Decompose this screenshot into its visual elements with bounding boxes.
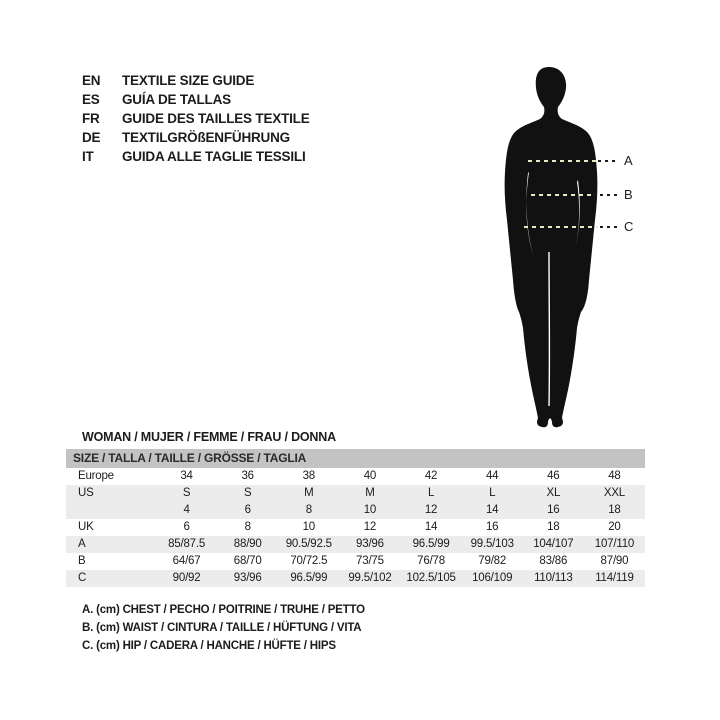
language-code: EN — [82, 73, 101, 88]
row-label — [66, 502, 156, 519]
table-cell: 90.5/92.5 — [285, 538, 332, 550]
row-label: UK — [78, 521, 94, 533]
table-cell: 42 — [424, 470, 438, 482]
table-cell: 68/70 — [233, 555, 262, 567]
table-row-chest — [66, 536, 645, 553]
table-cell: 64/67 — [172, 555, 201, 567]
table-cell: 6 — [244, 504, 251, 516]
waist-line-leader — [593, 194, 618, 196]
table-cell: 46 — [547, 470, 560, 482]
table-cell: 96.5/99 — [412, 538, 450, 550]
table-row-waist — [66, 553, 645, 570]
table-cell: 4 — [183, 504, 190, 516]
table-cell: 106/109 — [472, 572, 513, 584]
table-cell: 87/90 — [600, 555, 629, 567]
legend-hip: C. (cm) HIP / CADERA / HANCHE / HÜFTE / HIPS — [82, 640, 336, 652]
hip-line-on-body — [524, 226, 598, 228]
table-cell: 40 — [363, 470, 377, 482]
language-code: ES — [82, 92, 100, 107]
table-row-us-numeric — [66, 502, 645, 519]
table-cell: 8 — [244, 521, 251, 533]
table-cell: 114/119 — [595, 572, 634, 584]
table-cell: 12 — [363, 521, 377, 533]
table-cell: 38 — [302, 470, 316, 482]
table-cell: 88/90 — [233, 538, 262, 550]
list-item — [82, 109, 310, 128]
hip-line-leader — [600, 226, 618, 228]
table-cell: 99.5/103 — [470, 538, 514, 550]
table-cell: 93/96 — [356, 538, 384, 550]
table-cell: 70/72.5 — [290, 555, 328, 567]
language-title: TEXTILGRÖßENFÜHRUNG — [122, 130, 290, 145]
marker-c: C — [624, 219, 634, 234]
table-cell: 76/78 — [417, 555, 445, 567]
table-cell: 8 — [305, 504, 312, 516]
table-row-europe — [66, 468, 645, 485]
table-row-us-letter — [66, 485, 645, 502]
table-cell: 104/107 — [533, 538, 574, 550]
table-cell: 12 — [424, 504, 438, 516]
table-cell: 20 — [608, 521, 621, 533]
table-cell: 79/82 — [478, 555, 507, 567]
list-item — [82, 90, 310, 109]
marker-b: B — [624, 187, 633, 202]
table-cell: 16 — [547, 504, 560, 516]
table-cell: XL — [546, 487, 561, 499]
table-cell: 93/96 — [233, 572, 262, 584]
table-cell: 110/113 — [534, 572, 573, 584]
row-label: B — [78, 555, 86, 567]
table-cell: 96.5/99 — [290, 572, 328, 584]
table-cell: 6 — [183, 521, 190, 533]
row-label: Europe — [78, 470, 114, 482]
language-title: GUIDE DES TAILLES TEXTILE — [122, 111, 310, 126]
table-cell: 83/86 — [539, 555, 568, 567]
size-table-header: SIZE / TALLA / TAILLE / GRÖSSE / TAGLIA — [66, 449, 645, 468]
woman-silhouette — [492, 60, 622, 430]
table-cell: 102.5/105 — [406, 572, 456, 584]
language-title: GUIDA ALLE TAGLIE TESSILI — [122, 149, 306, 164]
row-label: C — [78, 572, 87, 584]
waist-line-on-body — [531, 194, 591, 196]
table-cell: M — [365, 487, 375, 499]
table-cell: 34 — [180, 470, 193, 482]
language-code: IT — [82, 149, 94, 164]
measurement-legend — [82, 601, 365, 655]
list-item — [82, 147, 310, 166]
table-cell: L — [427, 487, 435, 499]
table-cell: 48 — [608, 470, 621, 482]
table-cell: 99.5/102 — [348, 572, 392, 584]
table-cell: 44 — [485, 470, 499, 482]
legend-chest: A. (cm) CHEST / PECHO / POITRINE / TRUHE / PETTO — [82, 604, 365, 616]
row-label: A — [78, 538, 86, 550]
language-code: FR — [82, 111, 100, 126]
table-cell: 16 — [485, 521, 499, 533]
table-cell: 107/110 — [594, 538, 635, 550]
chest-line-on-body — [528, 160, 596, 162]
list-item — [82, 71, 310, 90]
section-title: WOMAN / MUJER / FEMME / FRAU / DONNA — [82, 430, 336, 444]
language-title: TEXTILE SIZE GUIDE — [122, 73, 255, 88]
table-cell: M — [304, 487, 314, 499]
table-cell: 18 — [608, 504, 621, 516]
table-cell: XXL — [603, 487, 625, 499]
legend-waist: B. (cm) WAIST / CINTURA / TAILLE / HÜFTUNG / VITA — [82, 622, 362, 634]
table-cell: 90/92 — [172, 572, 201, 584]
marker-a: A — [624, 153, 633, 168]
table-cell: 73/75 — [356, 555, 384, 567]
table-cell: S — [243, 487, 252, 499]
table-cell: S — [182, 487, 191, 499]
list-item — [82, 128, 310, 147]
table-cell: 18 — [547, 521, 560, 533]
chest-line-leader — [598, 160, 618, 162]
language-title: GUÍA DE TALLAS — [122, 92, 231, 107]
language-code: DE — [82, 130, 101, 145]
table-row-hip — [66, 570, 645, 587]
table-cell: 10 — [302, 521, 316, 533]
size-table — [66, 449, 645, 587]
table-cell: 10 — [363, 504, 377, 516]
woman-silhouette-figure — [492, 60, 622, 430]
table-row-uk — [66, 519, 645, 536]
table-cell: 36 — [241, 470, 254, 482]
table-cell: 14 — [485, 504, 499, 516]
row-label: US — [78, 487, 94, 499]
table-cell: 85/87.5 — [168, 538, 206, 550]
table-cell: 14 — [424, 521, 438, 533]
language-guide-list — [82, 71, 310, 166]
table-cell: L — [489, 487, 496, 499]
